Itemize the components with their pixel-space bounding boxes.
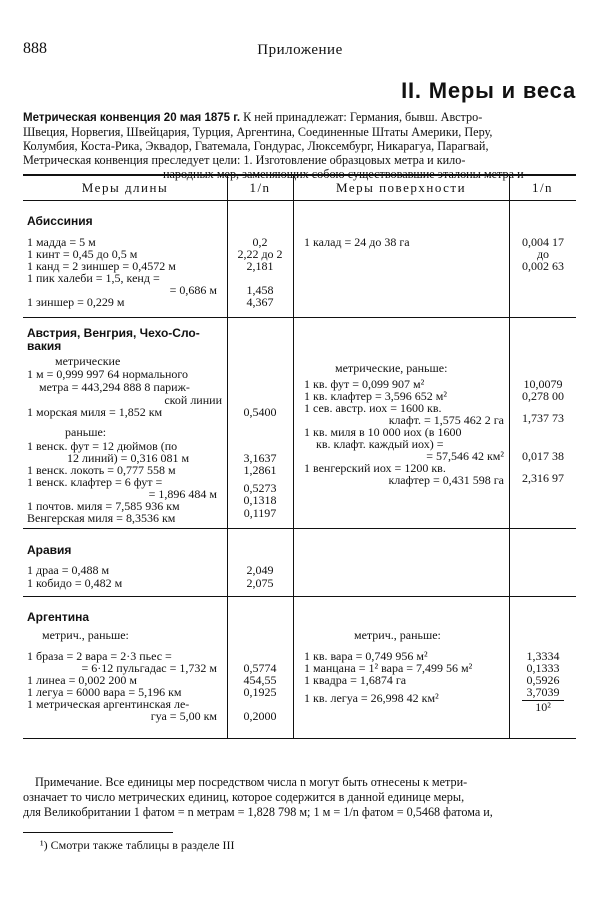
table-row: = 1,896 484 м bbox=[148, 487, 217, 501]
country-title: Абиссиния bbox=[27, 214, 93, 228]
header-length: Меры длины bbox=[81, 180, 169, 195]
table-row: метра = 443,294 888 8 париж- bbox=[39, 380, 190, 394]
table-row: 1 кинт = 0,45 до 0,5 м bbox=[27, 247, 138, 261]
table-row: 1 легуа = 6000 вара = 5,196 км bbox=[27, 685, 182, 699]
table-value: 2,049 bbox=[246, 563, 274, 577]
header-area: Меры поверхности bbox=[335, 180, 467, 195]
table-row: гуа = 5,00 км bbox=[150, 709, 217, 723]
table-row: 1 манцана = 1² вара = 7,499 56 м² bbox=[304, 661, 473, 675]
table-value: 4,367 bbox=[246, 295, 274, 309]
table-value: 0,2000 bbox=[243, 709, 277, 723]
table-value: 0,2 bbox=[252, 235, 268, 249]
table-row: 1 зиншер = 0,229 м bbox=[27, 295, 125, 309]
table-row: 12 линий) = 0,316 081 м bbox=[67, 451, 190, 465]
note-line-3: для Великобритании 1 фатом = n метрам = 1,828 798 м; 1 м = 1/n фатом = 0,5468 фатома и, bbox=[23, 805, 493, 819]
table-value: 0,278 00 bbox=[522, 389, 564, 403]
table-value: 0,004 17 bbox=[522, 235, 564, 249]
intro-line-3: Колумбия, Коста-Рика, Эквадор, Гватемала, Гондурас, Люксембург, Никарагуа, Парагвай, bbox=[23, 139, 489, 153]
table-row: клафтер = 0,431 598 га bbox=[388, 473, 504, 487]
table-value: 454,55 bbox=[243, 673, 277, 687]
table-section-rule bbox=[23, 596, 576, 597]
table-value: 10,0079 bbox=[523, 377, 563, 391]
table-row: 1 кв. легуа = 26,998 42 км² bbox=[304, 691, 439, 705]
table-row: 1 венгерский иох = 1200 кв. bbox=[304, 461, 446, 475]
table-top-rule bbox=[23, 174, 576, 176]
table-row: 1 кв. вара = 0,749 956 м² bbox=[304, 649, 428, 663]
table-row: 1 пик халеби = 1,5, кенд = bbox=[27, 271, 160, 285]
table-row: 1 кв. фут = 0,099 907 м² bbox=[304, 377, 425, 391]
note-line-1: Примечание. Все единицы мер посредством числа n могут быть отнесены к метри- bbox=[35, 775, 468, 789]
table-value: 0,017 38 bbox=[522, 449, 564, 463]
table-row: 1 драа = 0,488 м bbox=[27, 563, 110, 577]
subheading: раньше: bbox=[65, 425, 107, 439]
table-row: = 0,686 м bbox=[169, 283, 217, 297]
table-row: 1 канд = 2 зиншер = 0,4572 м bbox=[27, 259, 176, 273]
country-title: Австрия, Венгрия, Чехо-Сло- bbox=[27, 326, 200, 340]
table-value: до bbox=[536, 247, 550, 261]
table-row: = 57,546 42 км² bbox=[426, 449, 504, 463]
country-title: Аргентина bbox=[27, 610, 90, 624]
table-value: 0,5400 bbox=[243, 405, 277, 419]
table-column-rule bbox=[509, 174, 510, 738]
table-row: 1 кобидо = 0,482 м bbox=[27, 576, 123, 590]
table-value: 1,3334 bbox=[526, 649, 560, 663]
table-row: 1 браза = 2 вара = 2·3 пьес = bbox=[27, 649, 172, 663]
table-value: 3,7039 bbox=[526, 685, 560, 699]
section-title: II. Меры и веса bbox=[401, 78, 576, 103]
intro-line-1 bbox=[23, 110, 576, 125]
table-row: 1 калад = 24 до 38 га bbox=[304, 235, 410, 249]
table-row: 1 сев. австр. иох = 1600 кв. bbox=[304, 401, 442, 415]
table-row: 1 метрическая аргентинская ле- bbox=[27, 697, 190, 711]
table-row: 1 кв. миля в 10 000 иох (в 1600 bbox=[304, 425, 462, 439]
table-row: ской линии bbox=[164, 393, 222, 407]
table-value: 1,737 73 bbox=[522, 411, 564, 425]
table-row: 1 венск. фут = 12 дюймов (по bbox=[27, 439, 178, 453]
table-row: 1 венск. локоть = 0,777 558 м bbox=[27, 463, 176, 477]
table-value: 0,5926 bbox=[526, 673, 560, 687]
footnote: ¹) Смотри также таблицы в разделе III bbox=[40, 838, 235, 852]
intro-lead: Метрическая конвенция 20 мая 1875 г. bbox=[23, 112, 241, 124]
intro-line-4: Метрическая конвенция преследует цели: 1. Изготовление образцовых метра и кило- bbox=[23, 153, 466, 167]
header-length-n: 1/n bbox=[249, 180, 271, 195]
subheading: метрические bbox=[55, 354, 121, 368]
subheading: метрич., раньше: bbox=[42, 628, 129, 642]
table-value: 0,1197 bbox=[243, 506, 277, 520]
intro-paragraph bbox=[23, 110, 576, 181]
table-row: 1 м = 0,999 997 64 нормального bbox=[27, 367, 189, 381]
table-value: 0,1318 bbox=[243, 493, 277, 507]
table-value: 10² bbox=[535, 700, 551, 714]
table-value: 1,458 bbox=[246, 283, 274, 297]
header-area-n: 1/n bbox=[531, 180, 554, 195]
table-value: 2,316 97 bbox=[522, 471, 564, 485]
table-row: 1 венск. клафтер = 6 фут = bbox=[27, 475, 163, 489]
country-title: Аравия bbox=[27, 543, 72, 557]
note-paragraph bbox=[23, 775, 576, 820]
table-header-rule bbox=[23, 200, 576, 201]
table-value: 1,2861 bbox=[243, 463, 277, 477]
table-row: 1 линеа = 0,002 200 м bbox=[27, 673, 137, 687]
page-number: 888 bbox=[23, 40, 47, 57]
table-value: 0,1333 bbox=[526, 661, 560, 675]
subheading: метрические, раньше: bbox=[335, 361, 448, 375]
table-row: кв. клафт. каждый иох) = bbox=[316, 437, 444, 451]
table-section-rule bbox=[23, 317, 576, 318]
table-row: 1 кв. клафтер = 3,596 652 м² bbox=[304, 389, 447, 403]
table-row: 1 морская миля = 1,852 км bbox=[27, 405, 163, 419]
table-value: 2,075 bbox=[246, 576, 274, 590]
table-row: 1 мадда = 5 м bbox=[27, 235, 96, 249]
table-value: 0,5774 bbox=[243, 661, 277, 675]
table-row: 1 почтов. миля = 7,585 936 км bbox=[27, 499, 180, 513]
intro-line-2: Швеция, Норвегия, Швейцария, Турция, Аргентина, Соединенные Штаты Америки, Перу, bbox=[23, 125, 493, 139]
intro-line-1-text: К ней принадлежат: Германия, бывш. Австро- bbox=[240, 110, 483, 124]
table-row: клафт. = 1,575 462 2 га bbox=[388, 413, 504, 427]
intro-line-5: народных мер, заменяющих собою существовавшие эталоны метра и bbox=[163, 167, 524, 181]
table-row: Венгерская миля = 8,3536 км bbox=[27, 511, 176, 525]
table-row: 1 квадра = 1,6874 га bbox=[304, 673, 407, 687]
table-column-rule bbox=[293, 174, 294, 738]
footnote-rule bbox=[23, 832, 173, 833]
subheading: метрич., раньше: bbox=[354, 628, 441, 642]
table-value: 2,22 до 2 bbox=[237, 247, 283, 261]
country-title: вакия bbox=[27, 339, 62, 353]
table-value: 2,181 bbox=[246, 259, 274, 273]
note-line-2: означает то число метрических единиц, которое содержится в данной единице меры, bbox=[23, 790, 465, 804]
table-row: = 6·12 пульгадас = 1,732 м bbox=[81, 661, 217, 675]
table-bottom-rule bbox=[23, 738, 576, 739]
table-value: 0,1925 bbox=[243, 685, 277, 699]
table-section-rule bbox=[23, 528, 576, 529]
table-value: 0,5273 bbox=[243, 481, 277, 495]
running-head: Приложение bbox=[257, 42, 343, 58]
table-value: 3,1637 bbox=[243, 451, 277, 465]
table-value: 0,002 63 bbox=[522, 259, 564, 273]
